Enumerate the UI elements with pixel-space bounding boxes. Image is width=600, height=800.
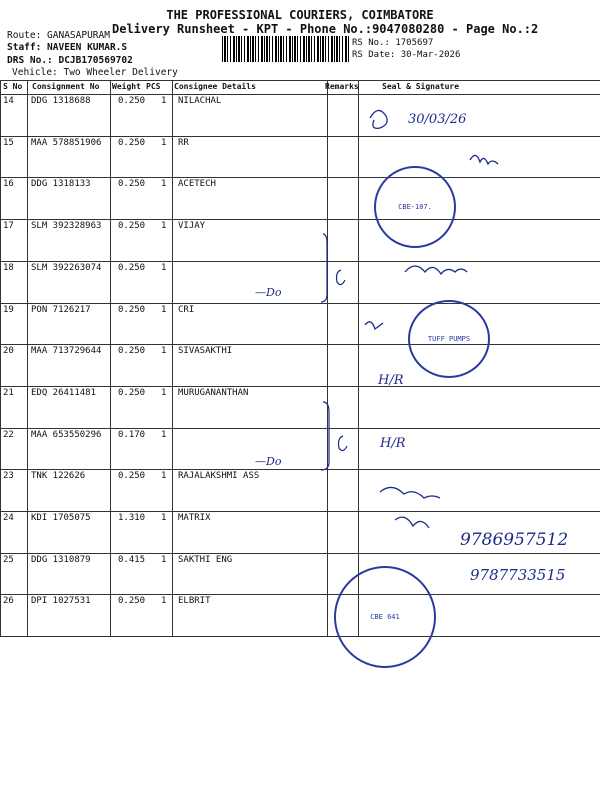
col-header-sno: S No <box>3 82 23 91</box>
handwritten-ditto: —Do <box>255 286 282 299</box>
row-consignment-no: MAA 578851906 <box>31 138 102 148</box>
route-label: Route: GANASAPURAM <box>7 30 110 41</box>
stamp-text: CBE-107. <box>398 203 432 211</box>
handwritten-hr: H/R <box>380 436 406 451</box>
row-consignee: VIJAY <box>178 221 206 231</box>
signature-mark <box>470 155 498 164</box>
row-pcs: 1 <box>161 388 167 398</box>
row-weight: 0.250 <box>118 596 146 606</box>
row-weight: 0.250 <box>118 305 146 315</box>
row-pcs: 1 <box>161 263 167 273</box>
company-seal-stamp <box>374 166 456 248</box>
row-pcs: 1 <box>161 555 167 565</box>
rs-date: RS Date: 30-Mar-2026 <box>352 50 461 60</box>
row-pcs: 1 <box>161 471 167 481</box>
row-sno: 17 <box>3 221 14 231</box>
row-consignment-no: PON 7126217 <box>31 305 91 315</box>
staff-label: Staff: NAVEEN KUMAR.S <box>7 42 128 53</box>
row-pcs: 1 <box>161 346 167 356</box>
vehicle-label: Vehicle: Two Wheeler Delivery <box>12 67 178 78</box>
row-consignee: SAKTHI ENG <box>178 555 233 565</box>
signature-mark <box>380 487 440 498</box>
row-weight: 0.250 <box>118 388 146 398</box>
row-weight: 0.250 <box>118 346 146 356</box>
row-sno: 20 <box>3 346 14 356</box>
handwritten-ditto: —Do <box>255 455 282 468</box>
row-sno: 23 <box>3 471 14 481</box>
row-weight: 0.250 <box>118 96 146 106</box>
signature-mark <box>405 266 467 274</box>
row-consignee: SIVASAKTHI <box>178 346 233 356</box>
signature-mark <box>395 517 429 528</box>
handwritten-phone: 9786957512 <box>460 530 569 550</box>
bracket-mark <box>339 436 348 451</box>
row-consignment-no: EDQ 26411481 <box>31 388 97 398</box>
row-pcs: 1 <box>161 221 167 231</box>
row-sno: 25 <box>3 555 14 565</box>
col-header-consignee: Consignee Details <box>174 82 256 91</box>
row-consignee: RAJALAKSHMI ASS <box>178 471 260 481</box>
stamp-text: CBE 641 <box>370 613 400 621</box>
row-weight: 0.250 <box>118 138 146 148</box>
runsheet-subtitle: Delivery Runsheet - KPT - Phone No.:9047080280 - Page No.:2 <box>112 22 539 36</box>
row-consignment-no: DDG 1310879 <box>31 555 91 565</box>
row-consignment-no: MAA 653550296 <box>31 430 102 440</box>
row-consignment-no: DDG 1318688 <box>31 96 91 106</box>
row-weight: 1.310 <box>118 513 146 523</box>
col-header-pcs: PCS <box>146 82 161 91</box>
handwritten-date: 30/03/26 <box>408 112 467 127</box>
table-top-border <box>0 80 600 81</box>
row-pcs: 1 <box>161 179 167 189</box>
row-consignment-no: SLM 392328963 <box>31 221 102 231</box>
stamp-text: TUFF PUMPS <box>427 335 471 343</box>
row-consignee: NILACHAL <box>178 96 222 106</box>
row-pcs: 1 <box>161 513 167 523</box>
row-weight: 0.250 <box>118 471 146 481</box>
row-sno: 22 <box>3 430 14 440</box>
row-sno: 19 <box>3 305 14 315</box>
row-pcs: 1 <box>161 430 167 440</box>
row-weight: 0.250 <box>118 263 146 273</box>
rs-number: RS No.: 1705697 <box>352 38 434 48</box>
row-consignee: MATRIX <box>178 513 211 523</box>
header-divider <box>0 94 600 95</box>
row-sno: 15 <box>3 138 14 148</box>
row-consignment-no: TNK 122626 <box>31 471 86 481</box>
row-consignee: MURUGANANTHAN <box>178 388 249 398</box>
row-sno: 16 <box>3 179 14 189</box>
remark-brackets <box>315 230 375 480</box>
bracket-mark <box>321 402 329 470</box>
row-pcs: 1 <box>161 596 167 606</box>
col-header-weight: Weight <box>112 82 141 91</box>
document-title: THE PROFESSIONAL COURIERS, COIMBATORE <box>166 8 434 22</box>
row-pcs: 1 <box>161 96 167 106</box>
drs-label: DRS No.: DCJB170569702 <box>7 55 133 66</box>
row-consignee: ACETECH <box>178 179 216 189</box>
row-consignee: CRI <box>178 305 195 315</box>
barcode <box>222 36 350 62</box>
bracket-mark <box>337 270 346 285</box>
row-consignee: ELBRIT <box>178 596 211 606</box>
company-seal-stamp <box>408 300 490 378</box>
row-sno: 24 <box>3 513 14 523</box>
row-consignment-no: DDG 1318133 <box>31 179 91 189</box>
row-weight: 0.250 <box>118 221 146 231</box>
row-sno: 26 <box>3 596 14 606</box>
row-consignment-no: KDI 1705075 <box>31 513 91 523</box>
row-weight: 0.250 <box>118 179 146 189</box>
col-header-seal: Seal & Signature <box>382 82 460 91</box>
row-pcs: 1 <box>161 305 167 315</box>
row-consignment-no: SLM 392263074 <box>31 263 102 273</box>
row-weight: 0.170 <box>118 430 146 440</box>
row-consignee: RR <box>178 138 189 148</box>
row-sno: 18 <box>3 263 14 273</box>
col-header-remarks: Remarks <box>325 82 359 91</box>
handwritten-phone: 9787733515 <box>470 566 566 584</box>
handwritten-hr: H/R <box>378 373 404 388</box>
company-seal-stamp <box>334 566 436 668</box>
row-sno: 14 <box>3 96 14 106</box>
col-header-consignment: Consignment No <box>32 82 100 91</box>
signature-mark <box>370 110 387 128</box>
bracket-mark <box>321 234 327 302</box>
row-consignment-no: DPI 1027531 <box>31 596 91 606</box>
row-consignment-no: MAA 713729644 <box>31 346 102 356</box>
row-pcs: 1 <box>161 138 167 148</box>
row-sno: 21 <box>3 388 14 398</box>
row-weight: 0.415 <box>118 555 146 565</box>
